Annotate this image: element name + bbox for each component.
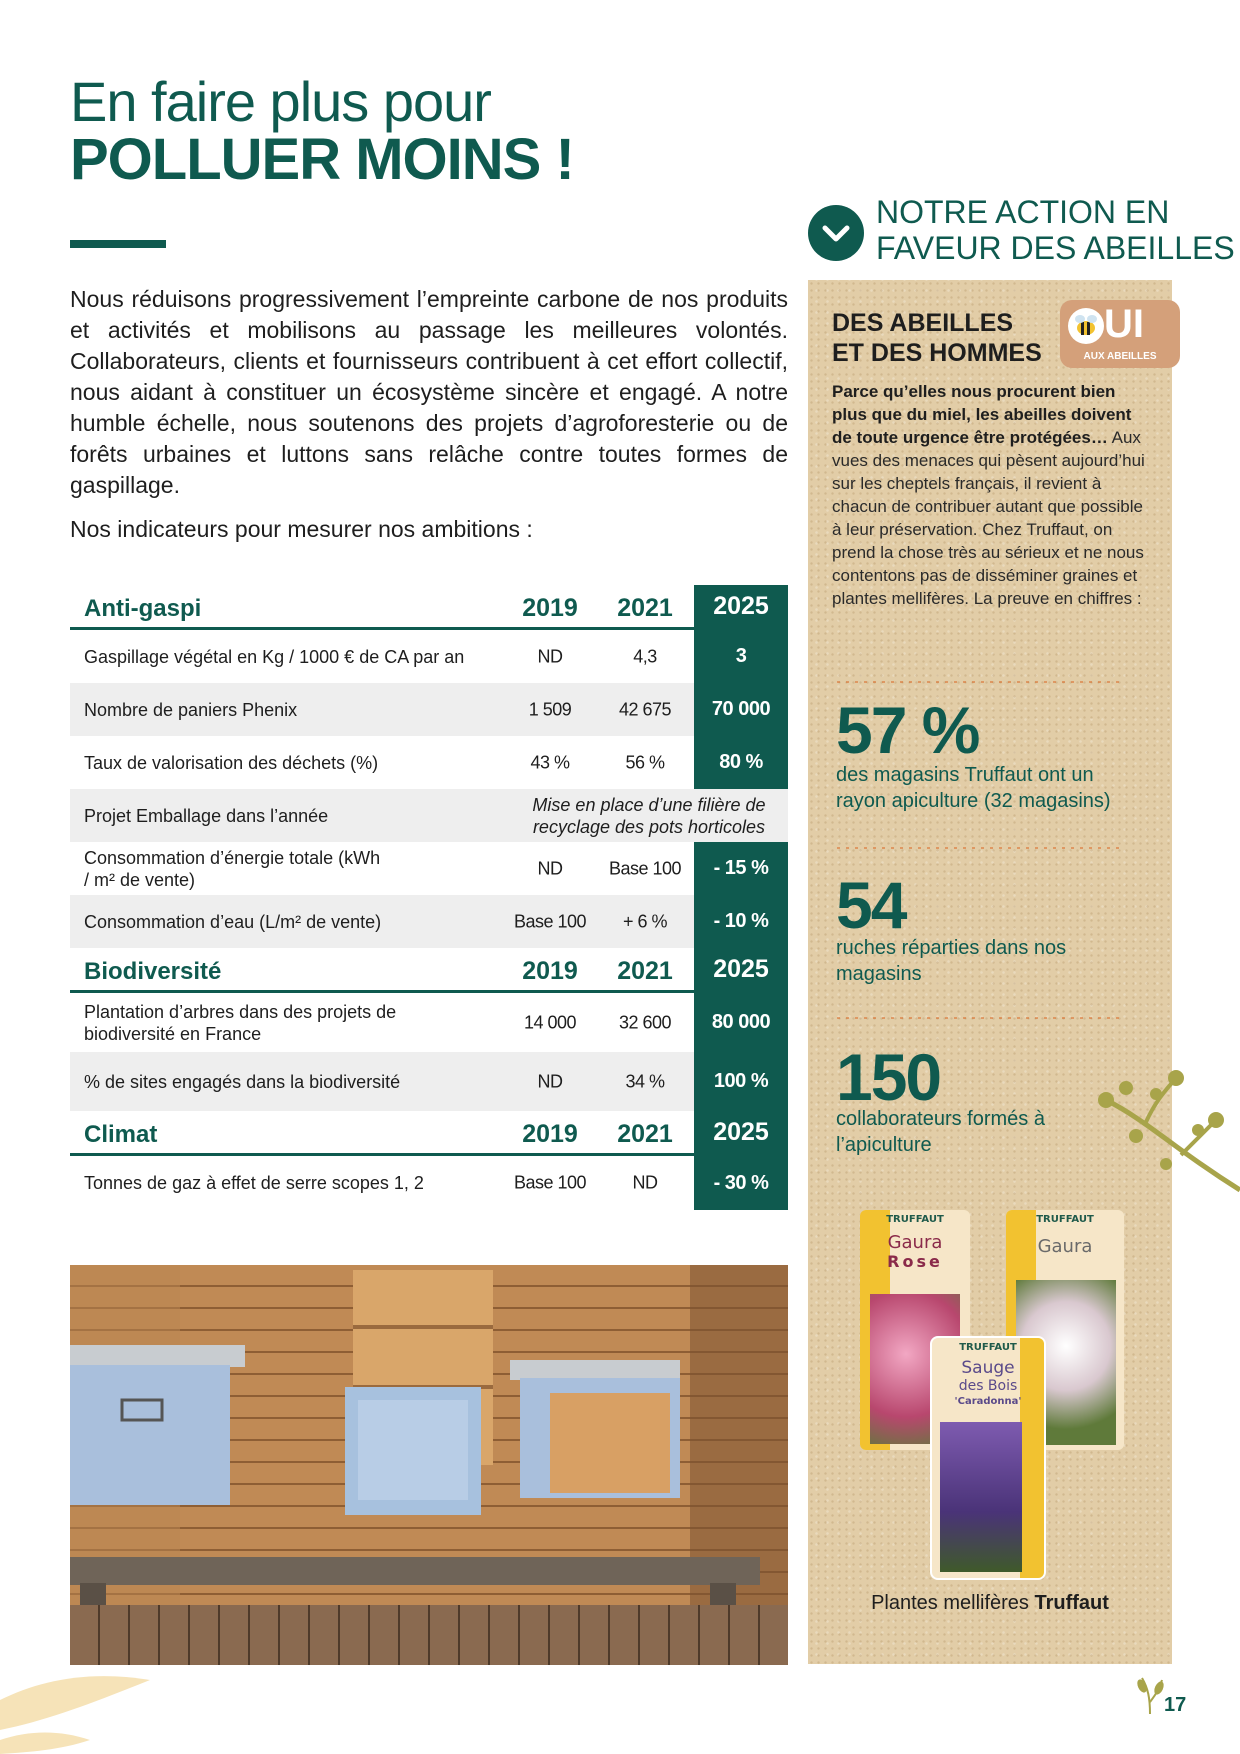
stat-text: ruches réparties dans nos magasins <box>836 937 1067 985</box>
logo-subtitle: AUX ABEILLES <box>1083 351 1157 362</box>
beehives-photo <box>70 1265 788 1665</box>
row-label: Taux de valorisation des déchets (%) <box>84 752 379 773</box>
year-2025: 2025 <box>694 585 788 630</box>
indicators-table <box>70 585 788 1210</box>
value-2025: 80 % <box>694 736 788 789</box>
row-label: Nombre de paniers Phenix <box>84 699 298 720</box>
value-2019: ND <box>537 646 563 666</box>
section-title: Biodiversité <box>84 958 222 985</box>
value-2019: 43 % <box>530 752 570 772</box>
value-2019: ND <box>537 1071 563 1091</box>
page-number: 17 <box>1164 1694 1187 1716</box>
table-row <box>70 736 788 789</box>
package-name: Gaura <box>1037 1236 1093 1257</box>
year-2019: 2019 <box>522 1120 578 1148</box>
chevron-down-icon <box>808 205 864 261</box>
value-2025: - 10 % <box>694 895 788 948</box>
bees-body-bold: Parce qu’elles nous procurent bien plus que du miel, les abeilles doivent de toute urgence être protégées… <box>832 382 1132 447</box>
value-2021: 32 600 <box>618 1012 672 1032</box>
table-row <box>70 1052 788 1111</box>
bee-icon <box>1066 306 1106 346</box>
row-span-value: Mise en place d’une filière de recyclage des pots horticoles <box>532 794 766 837</box>
table-row <box>70 842 788 895</box>
row-label: % de sites engagés dans la biodiversité <box>84 1071 401 1092</box>
row-label: Consommation d’eau (L/m² de vente) <box>84 911 382 932</box>
plant-package-sauge <box>932 1338 1044 1578</box>
table-row <box>70 683 788 736</box>
year-2025: 2025 <box>694 948 788 993</box>
value-2025: - 15 % <box>694 842 788 895</box>
bees-body-text <box>832 380 1150 610</box>
value-2019: ND <box>537 858 563 878</box>
table-row <box>70 993 788 1052</box>
package-name: Sauge <box>961 1358 1015 1378</box>
table-row <box>70 789 788 842</box>
value-2025: 80 000 <box>694 993 788 1052</box>
stat-text: collaborateurs formés à l’apiculture <box>836 1108 1045 1156</box>
value-2025: 100 % <box>694 1052 788 1111</box>
value-2019: 14 000 <box>523 1012 577 1032</box>
caption-normal: Plantes mellifères <box>871 1592 1035 1614</box>
stat-value: 150 <box>836 1040 941 1114</box>
row-label: Gaspillage végétal en Kg / 1000 € de CA par an <box>84 646 465 667</box>
bees-box-title-line-1: DES ABEILLES <box>832 309 1014 337</box>
value-2021: 34 % <box>625 1071 665 1091</box>
table-row <box>70 630 788 683</box>
value-2025: - 30 % <box>694 1156 788 1210</box>
value-2021: 42 675 <box>618 699 672 719</box>
bees-box-title <box>832 308 1042 368</box>
package-brand: TRUFFAUT <box>959 1342 1017 1353</box>
stat-value: 54 <box>836 868 906 942</box>
stat-value: 57 % <box>836 693 979 767</box>
section-title: Climat <box>84 1121 158 1148</box>
title-line-2: POLLUER MOINS ! <box>70 127 574 192</box>
table-row <box>70 1156 788 1210</box>
bees-action-title-line-2: FAVEUR DES ABEILLES <box>876 230 1235 266</box>
year-2019: 2019 <box>522 957 578 985</box>
leaf-icon <box>1134 1674 1166 1716</box>
dotted-divider <box>834 1016 1124 1020</box>
value-2021: Base 100 <box>608 858 682 878</box>
package-brand: TRUFFAUT <box>1036 1214 1094 1225</box>
value-2021: 56 % <box>625 752 665 772</box>
stat-text: des magasins Truffaut ont un rayon apiculture (32 magasins) <box>836 764 1111 812</box>
plants-caption <box>808 1592 1172 1615</box>
table-row <box>70 895 788 948</box>
value-2019: Base 100 <box>513 1172 587 1193</box>
row-label: Tonnes de gaz à effet de serre scopes 1, 2 <box>84 1173 424 1193</box>
year-2021: 2021 <box>617 1120 673 1148</box>
year-2021: 2021 <box>617 957 673 985</box>
caption-bold: Truffaut <box>1034 1592 1109 1614</box>
bees-body-rest: Aux vues des menaces qui pèsent aujourd’hui sur les cheptels français, il revient à chacun de contribuer autant que possible à leur préservation. Chez Truffaut, on prend la chose très au sérieux et ne nous contentons pas de disséminer graines et plantes mellifères. La preuve en chiffres : <box>832 428 1145 608</box>
title-line-1: En faire plus pour <box>70 70 491 133</box>
bees-action-title-line-1: NOTRE ACTION EN <box>876 194 1170 230</box>
section-header-biodiversite <box>70 948 788 993</box>
value-2025: 3 <box>694 630 788 683</box>
package-brand: TRUFFAUT <box>886 1214 944 1225</box>
logo-letters: UI <box>1104 302 1144 346</box>
title-rule <box>70 240 166 248</box>
oui-aux-abeilles-logo <box>1060 300 1180 368</box>
section-header-climat <box>70 1111 788 1156</box>
package-name-2: des Bois <box>958 1378 1018 1394</box>
value-2025: 70 000 <box>694 683 788 736</box>
value-2021: 4,3 <box>633 646 657 666</box>
year-2021: 2021 <box>617 594 673 622</box>
package-name: Gaura <box>887 1232 943 1253</box>
section-header-antigaspi <box>70 585 788 630</box>
indicators-label: Nos indicateurs pour mesurer nos ambitions : <box>70 516 533 542</box>
value-2019: 1 509 <box>528 699 572 719</box>
dotted-divider <box>834 680 1124 684</box>
value-2019: Base 100 <box>513 911 587 931</box>
package-name-2: Rose <box>887 1252 943 1271</box>
row-label: Plantation d’arbres dans des projets de biodiversité en France <box>84 1001 397 1044</box>
package-name-3: 'Caradonna' <box>954 1396 1022 1407</box>
row-label: Consommation d’énergie totale (kWh / m² de vente) <box>84 847 381 890</box>
value-2021: ND <box>632 1172 658 1193</box>
dotted-divider <box>834 846 1124 850</box>
value-2021: + 6 % <box>622 911 668 931</box>
year-2019: 2019 <box>522 594 578 622</box>
year-2025: 2025 <box>694 1111 788 1156</box>
bees-action-title <box>876 194 1235 266</box>
row-label: Projet Emballage dans l’année <box>84 805 329 826</box>
intro-paragraph: Nous réduisons progressivement l’empreinte carbone de nos produits et activités et mobilisons au passage les meilleures volontés. Collaborateurs, clients et fournisseurs contribuent à cet effort collectif, nous aidant à constituer un écosystème sincère et engagé. A notre humble échelle, nous soutenons des projets d’agroforesterie ou de forêts urbaines et luttons sans relâche contre toutes formes de gaspillage. <box>70 286 788 498</box>
leaf-swoosh-decoration-icon <box>0 1640 160 1754</box>
section-title: Anti-gaspi <box>84 595 202 622</box>
bees-box-title-line-2: ET DES HOMMES <box>832 339 1042 367</box>
